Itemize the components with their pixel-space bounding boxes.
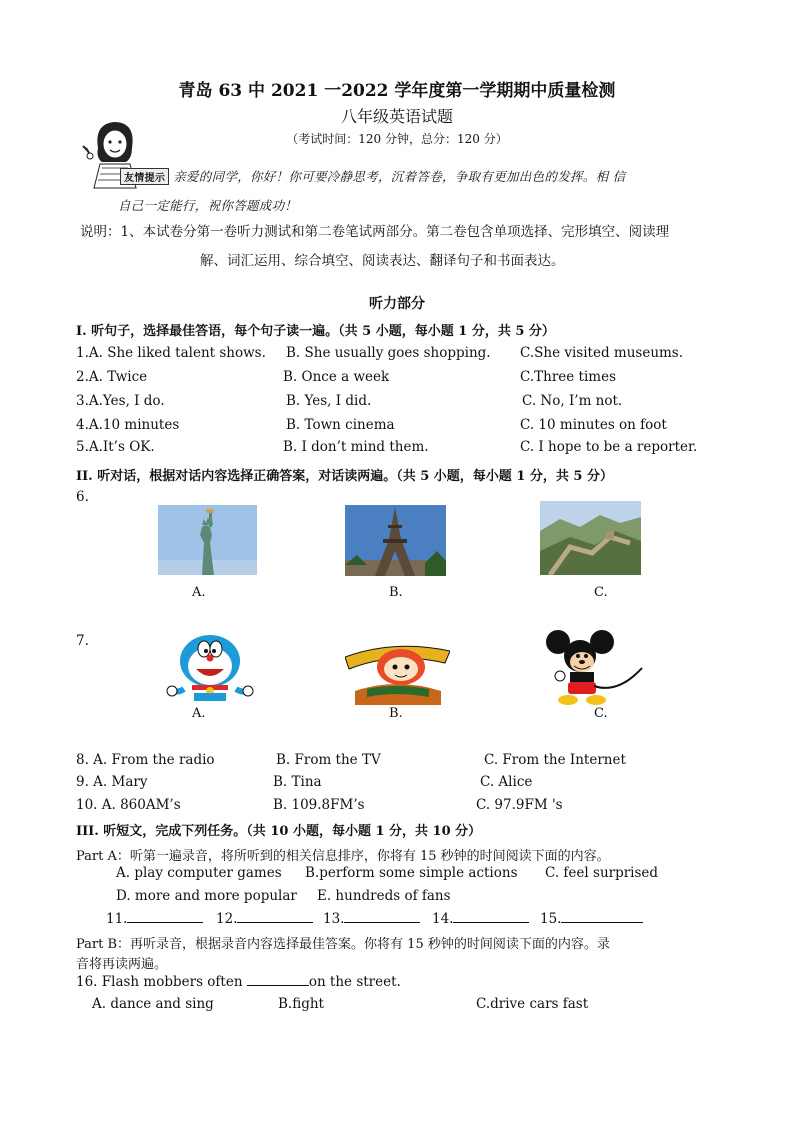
q6-number: 6. (76, 489, 89, 505)
mickey-mouse-image (538, 630, 648, 705)
q3-option-a: 3.A.Yes, I do. (76, 393, 165, 409)
part3-heading: III. 听短文，完成下列任务。（共 10 小题，每小题 1 分，共 10 分） (76, 824, 482, 839)
q5-option-a: 5.A.It’s OK. (76, 439, 155, 455)
q2-option-a: 2.A. Twice (76, 369, 148, 385)
instructions-line-1: 说明：1、本试卷分第一卷听力测试和第二卷笔试两部分。第二卷包含单项选择、完形填空、阅读理 (80, 224, 670, 240)
doraemon-image (164, 633, 256, 703)
option-a-play-games: A. play computer games (116, 865, 282, 881)
q16-blank[interactable] (247, 973, 309, 986)
q16-option-b: B.fight (278, 996, 324, 1012)
q3-option-b: B. Yes, I did. (286, 393, 372, 409)
tip-badge: 友情提示 (120, 168, 169, 185)
q9-option-b: B. Tina (273, 774, 322, 790)
great-wall-image (540, 501, 641, 575)
part-a-instructions: Part A：听第一遍录音，将所听到的相关信息排序，你将有 15 秒钟的时间阅读下面的内容。 (76, 849, 610, 864)
q6-label-b: B. (389, 585, 403, 600)
blank-12-label: 12. (216, 911, 238, 927)
blank-11-label: 11. (106, 911, 128, 927)
monkey-king-image (345, 637, 450, 705)
blank-12[interactable] (216, 910, 313, 927)
part1-heading: I. 听句子，选择最佳答语，每个句子读一遍。（共 5 小题，每小题 1 分，共 5 分） (76, 324, 555, 339)
q5-option-b: B. I don’t mind them. (283, 439, 429, 455)
option-d-popular: D. more and more popular (116, 888, 297, 904)
blank-11[interactable] (106, 910, 203, 927)
blank-14[interactable] (432, 910, 529, 927)
option-e-fans: E. hundreds of fans (317, 888, 451, 904)
option-b-perform: B.perform some simple actions (305, 865, 518, 881)
q2-option-b: B. Once a week (283, 369, 390, 385)
q4-option-b: B. Town cinema (286, 417, 395, 433)
document-subtitle: 八年级英语试题 (340, 107, 453, 126)
exam-info: （考试时间：120 分钟，总分：120 分） (286, 132, 508, 146)
document-title: 青岛 63 中 2021 一2022 学年度第一学期期中质量检测 (178, 81, 616, 101)
q1-option-b: B. She usually goes shopping. (286, 345, 491, 361)
q4-option-a: 4.A.10 minutes (76, 417, 180, 433)
q16-option-c: C.drive cars fast (476, 996, 589, 1012)
part-b-instructions-1: Part B：再听录音，根据录音内容选择最佳答案。你将有 15 秒钟的时间阅读下面的内容。录 (76, 937, 610, 952)
q1-option-a: 1.A. She liked talent shows. (76, 345, 266, 361)
part2-heading: II. 听对话，根据对话内容选择正确答案，对话读两遍。（共 5 小题，每小题 1 分，共 5 分） (76, 469, 614, 484)
blank-15-label: 15. (540, 911, 562, 927)
q16-text-pre: 16. Flash mobbers often (76, 974, 247, 990)
q9-option-c: C. Alice (480, 774, 533, 790)
q7-label-a: A. (192, 706, 206, 721)
part-b-instructions-2: 音将再读两遍。 (76, 957, 168, 972)
q3-option-c: C. No, I’m not. (522, 393, 623, 409)
statue-of-liberty-image (158, 505, 257, 575)
q5-option-c: C. I hope to be a reporter. (520, 439, 698, 455)
q16-stem (76, 973, 401, 990)
q6-label-a: A. (192, 585, 206, 600)
tip-line-1 (120, 167, 625, 185)
q4-option-c: C. 10 minutes on foot (520, 417, 667, 433)
blank-13-label: 13. (323, 911, 345, 927)
q10-option-a: 10. A. 860AM’s (76, 797, 181, 813)
q7-label-b: B. (389, 706, 403, 721)
q2-option-c: C.Three times (520, 369, 617, 385)
q10-option-c: C. 97.9FM 's (476, 797, 563, 813)
q10-option-b: B. 109.8FM’s (273, 797, 365, 813)
q1-option-c: C.She visited museums. (520, 345, 684, 361)
tip-line-2: 自己一定能行，祝你答题成功！ (118, 198, 298, 213)
q8-option-a: 8. A. From the radio (76, 752, 215, 768)
q9-option-a: 9. A. Mary (76, 774, 148, 790)
instructions-line-2: 解、词汇运用、综合填空、阅读表达、翻译句子和书面表达。 (200, 253, 565, 269)
section-title: 听力部分 (369, 296, 425, 312)
eiffel-tower-image (345, 505, 446, 576)
blank-15[interactable] (540, 910, 643, 927)
q8-option-b: B. From the TV (276, 752, 381, 768)
q16-option-a: A. dance and sing (92, 996, 214, 1012)
option-c-surprised: C. feel surprised (545, 865, 659, 881)
q7-label-c: C. (594, 706, 608, 721)
tip-text-1: 亲爱的同学，你好！你可要冷静思考，沉着答卷，争取有更加出色的发挥。相 信 (173, 169, 626, 184)
q6-label-c: C. (594, 585, 608, 600)
blank-14-label: 14. (432, 911, 454, 927)
blank-13[interactable] (323, 910, 420, 927)
q16-text-post: on the street. (308, 974, 401, 990)
q7-number: 7. (76, 633, 89, 649)
q8-option-c: C. From the Internet (484, 752, 626, 768)
